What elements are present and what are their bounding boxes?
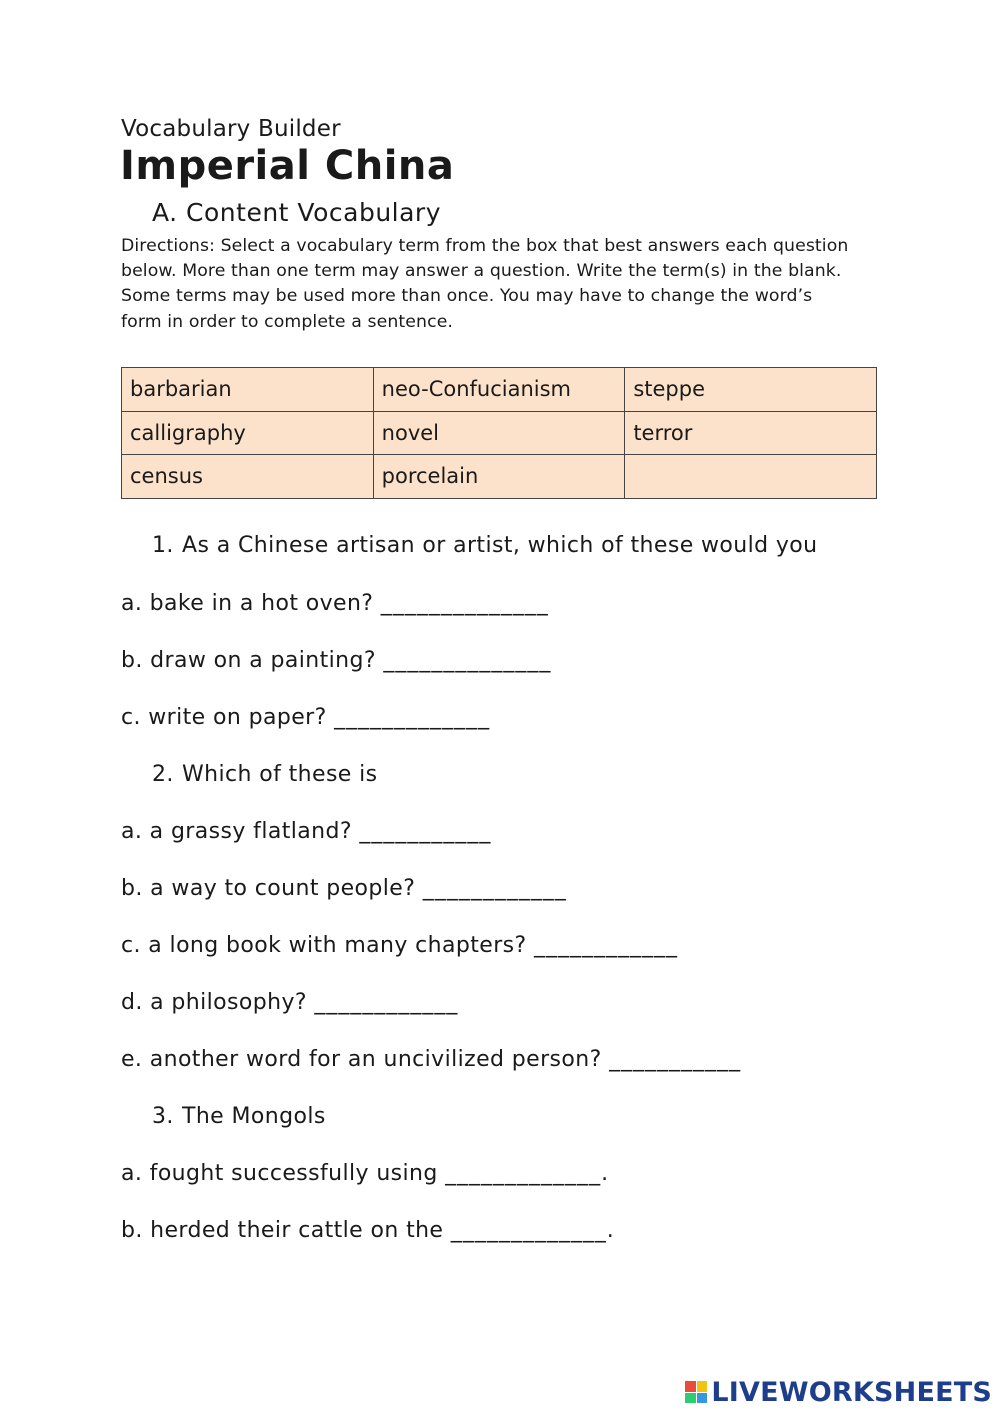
vocab-term: novel	[373, 411, 625, 455]
question-item-text: b. a way to count people?	[121, 876, 416, 901]
question-2a	[121, 819, 491, 844]
vocab-term-empty	[625, 455, 877, 499]
question-number: 3.	[152, 1104, 174, 1129]
question-1b	[121, 648, 551, 673]
question-item-text: a. bake in a hot oven?	[121, 591, 374, 616]
question-1c	[121, 705, 490, 730]
answer-blank[interactable]: ______________	[380, 591, 549, 616]
item-end: .	[601, 1161, 609, 1186]
question-item-text: b. draw on a painting?	[121, 648, 376, 673]
vocab-row	[122, 368, 877, 412]
question-3a	[121, 1161, 609, 1186]
worksheet-supertitle: Vocabulary Builder	[121, 116, 341, 142]
vocab-term: porcelain	[373, 455, 625, 499]
item-end: .	[606, 1218, 615, 1243]
answer-blank[interactable]: ___________	[359, 819, 492, 844]
question-2-prompt	[152, 762, 378, 787]
vocab-term: neo-Confucianism	[373, 368, 625, 412]
answer-blank[interactable]: ______________	[383, 648, 552, 673]
liveworksheets-mark-icon	[685, 1381, 707, 1403]
answer-blank[interactable]: ____________	[314, 990, 459, 1015]
question-text: The Mongols	[182, 1104, 326, 1129]
question-item-text: c. a long book with many chapters?	[121, 933, 527, 958]
section-heading: A. Content Vocabulary	[152, 198, 442, 227]
question-text: Which of these is	[182, 762, 378, 787]
vocabulary-box	[121, 367, 877, 499]
answer-blank[interactable]: _____________	[450, 1218, 607, 1243]
question-2c	[121, 933, 678, 958]
vocab-term: census	[122, 455, 374, 499]
question-item-text: a. fought successfully using	[121, 1161, 438, 1186]
question-item-text: a. a grassy flatland?	[121, 819, 352, 844]
question-number: 1.	[152, 533, 174, 558]
question-item-text: b. herded their cattle on the	[121, 1218, 444, 1243]
worksheet-title: Imperial China	[120, 143, 455, 189]
liveworksheets-logo	[685, 1377, 992, 1407]
vocab-term: terror	[625, 411, 877, 455]
question-3b	[121, 1218, 614, 1243]
question-1a	[121, 591, 549, 616]
answer-blank[interactable]: _____________	[445, 1161, 602, 1186]
vocab-row	[122, 455, 877, 499]
question-2e	[121, 1047, 741, 1072]
vocab-term: calligraphy	[122, 411, 374, 455]
question-item-text: e. another word for an uncivilized person?	[121, 1047, 602, 1072]
question-3-prompt	[152, 1104, 326, 1129]
question-text: As a Chinese artisan or artist, which of these would you	[182, 533, 818, 558]
answer-blank[interactable]: ____________	[534, 933, 679, 958]
answer-blank[interactable]: _____________	[334, 705, 491, 730]
vocab-term: barbarian	[122, 368, 374, 412]
logo-text: LIVEWORKSHEETS	[711, 1376, 992, 1408]
vocab-term: steppe	[625, 368, 877, 412]
question-number: 2.	[152, 762, 174, 787]
question-item-text: c. write on paper?	[121, 705, 327, 730]
question-2d	[121, 990, 458, 1015]
vocab-row	[122, 411, 877, 455]
question-item-text: d. a philosophy?	[121, 990, 307, 1015]
answer-blank[interactable]: ____________	[422, 876, 567, 901]
answer-blank[interactable]: ___________	[609, 1047, 742, 1072]
question-2b	[121, 876, 567, 901]
question-1-prompt	[152, 533, 818, 558]
directions-text: Directions: Select a vocabulary term from the box that best answers each question below. More than one term may answer a question. Write the term(s) in the blank. Some terms may be used more than once. You may have to change the word’s form in order to complete a sentence.	[121, 236, 849, 332]
